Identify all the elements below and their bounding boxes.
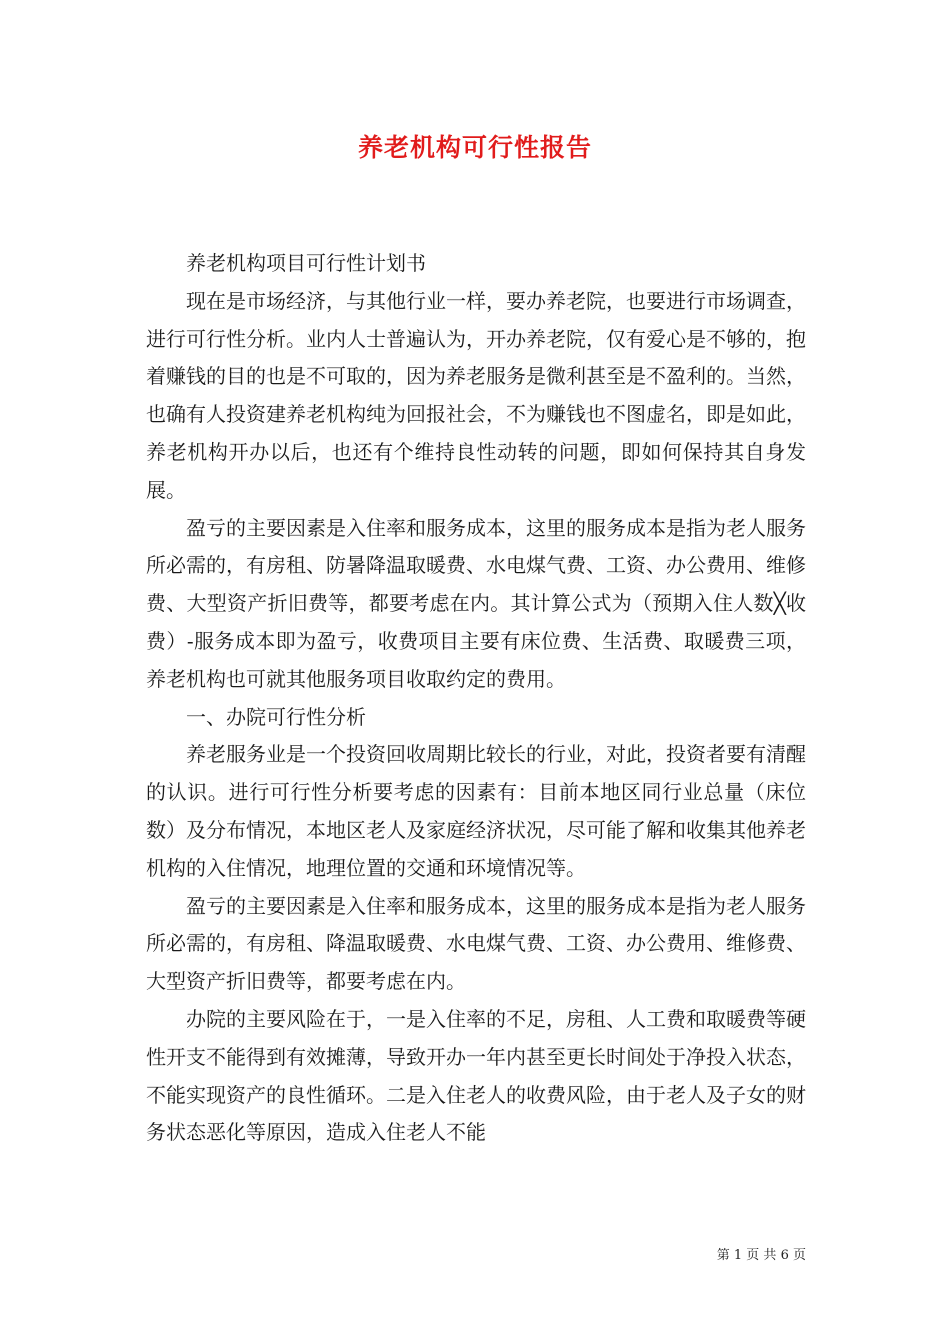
document-body [146, 245, 806, 1152]
footer-suffix: 页 [792, 1248, 806, 1263]
footer-prefix: 第 [716, 1248, 730, 1263]
document-title: 养老机构可行性报告 [357, 133, 592, 162]
paragraph-feasibility: 养老服务业是一个投资回收周期比较长的行业，对此，投资者要有清醒的认识。进行可行性分析要考虑的因素有：目前本地区同行业总量（床位数）及分布情况，本地区老人及家庭经济状况，尽可能了解和收集其他养老机构的入住情况，地理位置的交通和环境情况等。 [146, 742, 806, 880]
paragraph-intro: 现在是市场经济，与其他行业一样，要办养老院，也要进行市场调查，进行可行性分析。业内人士普遍认为，开办养老院，仅有爱心是不够的，抱着赚钱的目的也是不可取的，因为养老服务是微利甚至是不盈利的。当然，也确有人投资建养老机构纯为回报社会，不为赚钱也不图虚名，即是如此，养老机构开办以后，也还有个维持良性动转的问题，即如何保持其自身发展。 [146, 288, 806, 502]
paragraph-profit-factors-repeat: 盈亏的主要因素是入住率和服务成本，这里的服务成本是指为老人服务所必需的，有房租、降温取暖费、水电煤气费、工资、办公费用、维修费、大型资产折旧费等，都要考虑在内。 [146, 893, 806, 994]
page-footer [717, 1244, 806, 1263]
footer-current-page: 1 [733, 1248, 743, 1263]
paragraph-profit-factors: 盈亏的主要因素是入住率和服务成本，这里的服务成本是指为老人服务所必需的，有房租、防暑降温取暖费、水电煤气费、工资、办公费用、维修费、大型资产折旧费等，都要考虑在内。其计算公式为（预期入住人数╳收费）-服务成本即为盈亏，收费项目主要有床位费、生活费、取暖费三项，养老机构也可就其他服务项目收取约定的费用。 [146, 515, 806, 691]
section-heading-feasibility: 一、办院可行性分析 [186, 704, 366, 729]
paragraph-subtitle: 养老机构项目可行性计划书 [186, 251, 426, 275]
footer-total-pages: 6 [780, 1248, 789, 1263]
paragraph-risks: 办院的主要风险在于，一是入住率的不足，房租、人工费和取暖费等硬性开支不能得到有效摊薄，导致开办一年内甚至更长时间处于净投入状态，不能实现资产的良性循环。二是入住老人的收费风险，由于老人及子女的财务状态恶化等原因，造成入住老人不能 [146, 1006, 806, 1145]
footer-middle: 页 共 [746, 1248, 777, 1263]
